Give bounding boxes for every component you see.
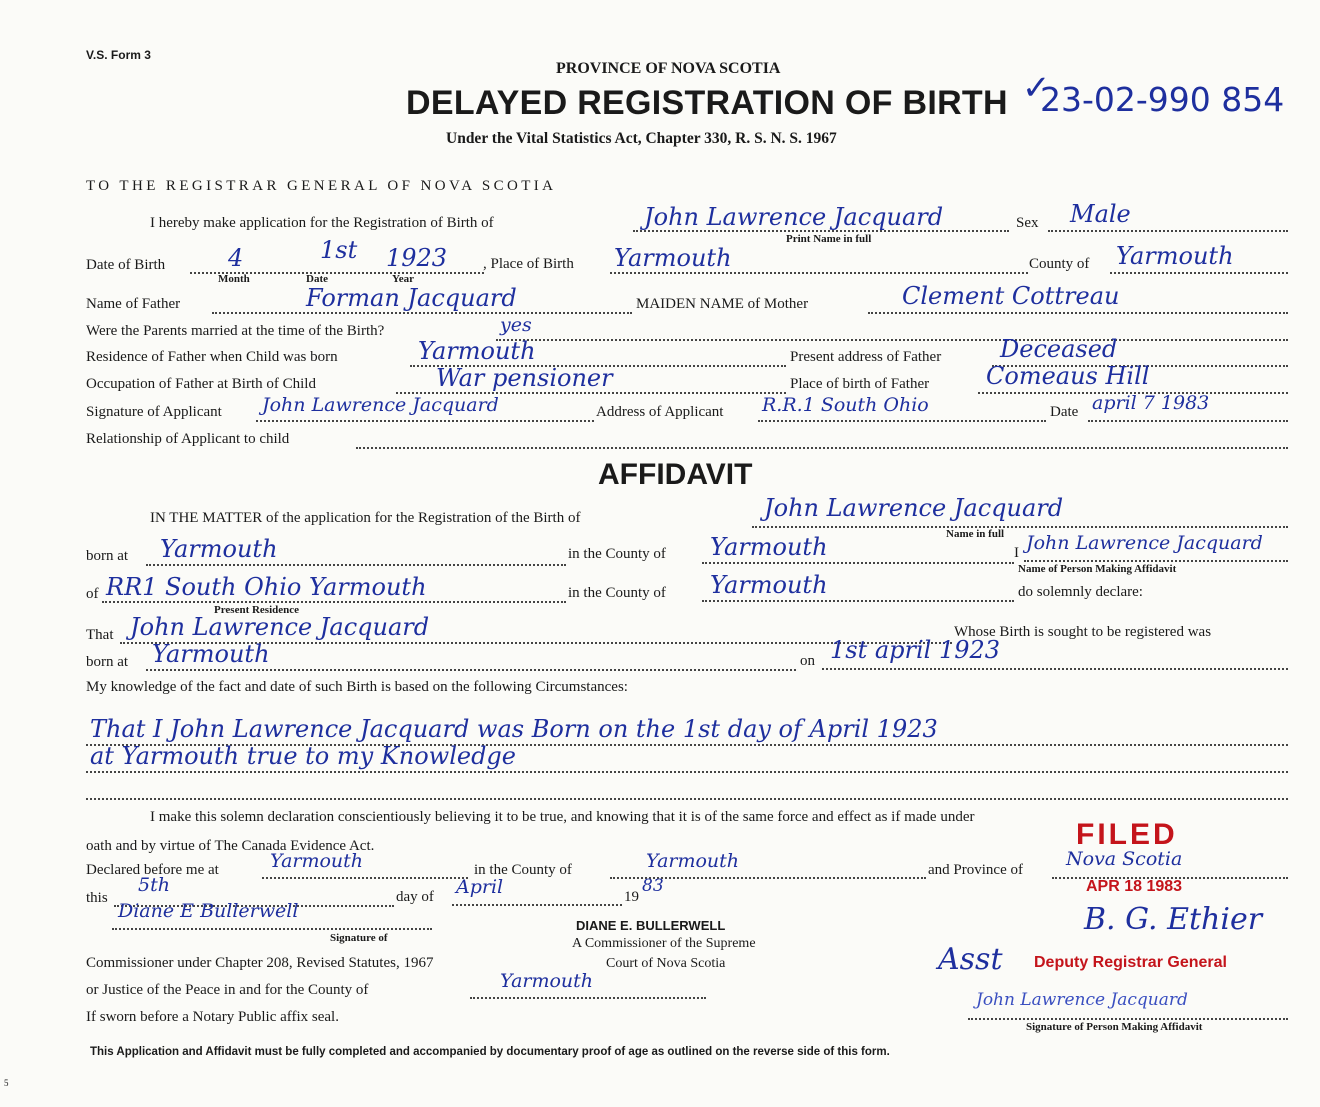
circumstance-value-1: That I John Lawrence Jacquard was Born on the 1st day of April 1923 [90, 715, 938, 743]
county-of-value: Yarmouth [710, 533, 828, 561]
form-subtitle: Under the Vital Statistics Act, Chapter 330, R. S. N. S. 1967 [446, 130, 837, 147]
province-of-label: and Province of [928, 862, 1023, 878]
sex-value: Male [1070, 200, 1131, 228]
applicant-address-label: Address of Applicant [596, 404, 724, 420]
child-name-value: John Lawrence Jacquard [644, 203, 944, 231]
pob-father-value: Comeaus Hill [986, 362, 1150, 390]
applicant-signature-line [256, 420, 594, 422]
this-label: this [86, 890, 108, 906]
residence-line [102, 601, 566, 603]
applicant-address-value: R.R.1 South Ohio [762, 394, 929, 416]
matter-name-value: John Lawrence Jacquard [764, 494, 1064, 522]
notary-label: If sworn before a Notary Public affix seal. [86, 1009, 339, 1025]
applicant-signature-label: Signature of Applicant [86, 404, 222, 420]
affiant-signature-value: John Lawrence Jacquard [976, 990, 1188, 1010]
asst-handwriting: Asst [938, 942, 1003, 977]
pob-father-label: Place of birth of Father [790, 376, 930, 392]
declare-label: do solemnly declare: [1018, 584, 1143, 600]
county-of-line [702, 562, 1014, 564]
this-day-value: 5th [138, 874, 170, 896]
that-name-value: John Lawrence Jacquard [130, 613, 430, 641]
stamp-name: DIANE E. BULLERWELL [576, 918, 726, 933]
solemn-text-1: I make this solemn declaration conscientiously believing it to be true, and knowing that it is of the same force and effect as if made under [150, 809, 975, 825]
deponent-line [1024, 560, 1288, 562]
mother-value: Clement Cottreau [902, 282, 1120, 310]
i-label: I [1014, 545, 1019, 561]
declared-county-label: in the County of [474, 862, 572, 878]
justice-county-line [470, 997, 706, 999]
province-of-value: Nova Scotia [1066, 848, 1183, 870]
sex-line [1048, 230, 1288, 232]
year-prefix: 19 [624, 889, 639, 905]
whose-birth-label: Whose Birth is sought to be registered was [954, 624, 1212, 640]
affiant-signature-line [968, 1018, 1288, 1020]
person-making-note: Name of Person Making Affidavit [1018, 563, 1177, 575]
commissioner-label: Commissioner under Chapter 208, Revised Statutes, 1967 [86, 955, 434, 971]
matter-line [752, 526, 1288, 528]
county-label: County of [1029, 256, 1090, 272]
declared-county-value: Yarmouth [646, 850, 740, 872]
day-of-label: day of [396, 889, 434, 905]
stamp-line-2: Court of Nova Scotia [606, 956, 726, 971]
relationship-line [356, 447, 1288, 449]
county-of-label-2: in the County of [568, 585, 666, 601]
county-of-value-2: Yarmouth [710, 571, 828, 599]
form-number: V.S. Form 3 [86, 48, 151, 62]
circumstance-value-2: at Yarmouth true to my Knowledge [90, 742, 516, 770]
filed-date-stamp: APR 18 1983 [1086, 878, 1183, 895]
applicant-signature-value: John Lawrence Jacquard [262, 394, 499, 416]
registrar-signature: B. G. Ethier [1084, 902, 1263, 937]
filed-stamp: FILED [1076, 818, 1178, 851]
father-label: Name of Father [86, 296, 181, 312]
born-at-label: born at [86, 548, 129, 564]
place-label: , Place of Birth [483, 256, 574, 272]
declared-at-value: Yarmouth [270, 850, 364, 872]
dob-label: Date of Birth [86, 257, 166, 273]
form-title: DELAYED REGISTRATION OF BIRTH [406, 84, 1008, 122]
date-label: Date [1050, 404, 1079, 420]
on-date-value: 1st april 1923 [830, 636, 1001, 664]
occupation-value: War pensioner [436, 364, 613, 392]
county-value: Yarmouth [1116, 242, 1234, 270]
date-caption: Date [306, 273, 328, 285]
on-label: on [800, 653, 815, 669]
place-value: Yarmouth [614, 244, 732, 272]
deputy-registrar-stamp: Deputy Registrar General [1034, 954, 1227, 971]
knowledge-label: My knowledge of the fact and date of such Birth is based on the following Circumstances: [86, 679, 628, 695]
of-label: of [86, 586, 99, 602]
applicant-address-line [758, 420, 1046, 422]
justice-label: or Justice of the Peace in and for the County of [86, 982, 369, 998]
present-residence-note: Present Residence [214, 604, 300, 616]
that-label: That [86, 627, 114, 643]
justice-county-value: Yarmouth [500, 970, 594, 992]
married-value: yes [500, 314, 532, 336]
county-of-line-2 [702, 600, 1014, 602]
residence-father-label: Residence of Father when Child was born [86, 349, 338, 365]
declared-at-label: Declared before me at [86, 862, 219, 878]
apply-label: I hereby make application for the Registration of Birth of [150, 215, 494, 231]
signature-of-note: Signature of [330, 932, 388, 944]
married-label: Were the Parents married at the time of the Birth? [86, 323, 385, 339]
solemn-text-2: oath and by virtue of The Canada Evidence Act. [86, 838, 375, 854]
father-line [212, 312, 632, 314]
check-mark-icon: ✓ [1022, 70, 1051, 107]
year-caption: Year [392, 273, 414, 285]
deponent-value: John Lawrence Jacquard [1026, 532, 1263, 554]
born-at-value: Yarmouth [160, 535, 278, 563]
footer-note: This Application and Affidavit must be fully completed and accompanied by documentary proof of age as outlined on the reverse side of this form. [90, 1046, 890, 1058]
born-at-line-2 [146, 669, 796, 671]
circumstance-line-2 [86, 771, 1288, 773]
commissioner-signature-value: Diane E Bullerwell [118, 900, 299, 922]
residence-father-value: Yarmouth [418, 337, 536, 365]
month-line [452, 904, 622, 906]
matter-label: IN THE MATTER of the application for the Registration of the Birth of [150, 510, 581, 526]
stamp-line-1: A Commissioner of the Supreme [572, 936, 756, 951]
county-of-label: in the County of [568, 546, 666, 562]
born-at-value-2: Yarmouth [152, 640, 270, 668]
registration-number: 23-02-990 854 [1040, 80, 1285, 119]
dob-year-value: 1923 [386, 244, 448, 272]
born-at-line [146, 564, 566, 566]
date-value: april 7 1983 [1092, 392, 1210, 414]
present-address-value: Deceased [1000, 335, 1118, 363]
place-line [610, 272, 1028, 274]
dob-date-value: 1st [320, 236, 358, 264]
dob-month-value: 4 [228, 244, 244, 272]
county-line [1110, 272, 1288, 274]
sex-label: Sex [1016, 215, 1039, 231]
residence-value: RR1 South Ohio Yarmouth [106, 573, 427, 601]
present-address-label: Present address of Father [790, 349, 942, 365]
father-value: Forman Jacquard [306, 284, 517, 312]
maiden-label: MAIDEN NAME of Mother [636, 296, 809, 312]
month-caption: Month [218, 273, 250, 285]
date-line [1088, 420, 1288, 422]
relationship-label: Relationship of Applicant to child [86, 431, 290, 447]
declared-at-line [262, 877, 468, 879]
on-line [822, 668, 1288, 670]
born-at-label-2: born at [86, 654, 129, 670]
edge-mark: 5 [4, 1078, 9, 1088]
married-line [496, 339, 1288, 341]
year-value: 83 [642, 876, 664, 896]
month-value: April [456, 876, 504, 898]
province-heading: PROVINCE OF NOVA SCOTIA [556, 60, 781, 77]
to-registrar-line: TO THE REGISTRAR GENERAL OF NOVA SCOTIA [86, 178, 557, 194]
occupation-label: Occupation of Father at Birth of Child [86, 376, 316, 392]
circumstance-line-3 [86, 798, 1288, 800]
affiant-signature-note: Signature of Person Making Affidavit [1026, 1021, 1203, 1033]
name-in-full-note: Name in full [946, 528, 1005, 540]
mother-line [868, 312, 1288, 314]
commissioner-signature-line [112, 928, 432, 930]
affidavit-heading: AFFIDAVIT [598, 458, 753, 491]
print-name-note: Print Name in full [786, 233, 872, 245]
